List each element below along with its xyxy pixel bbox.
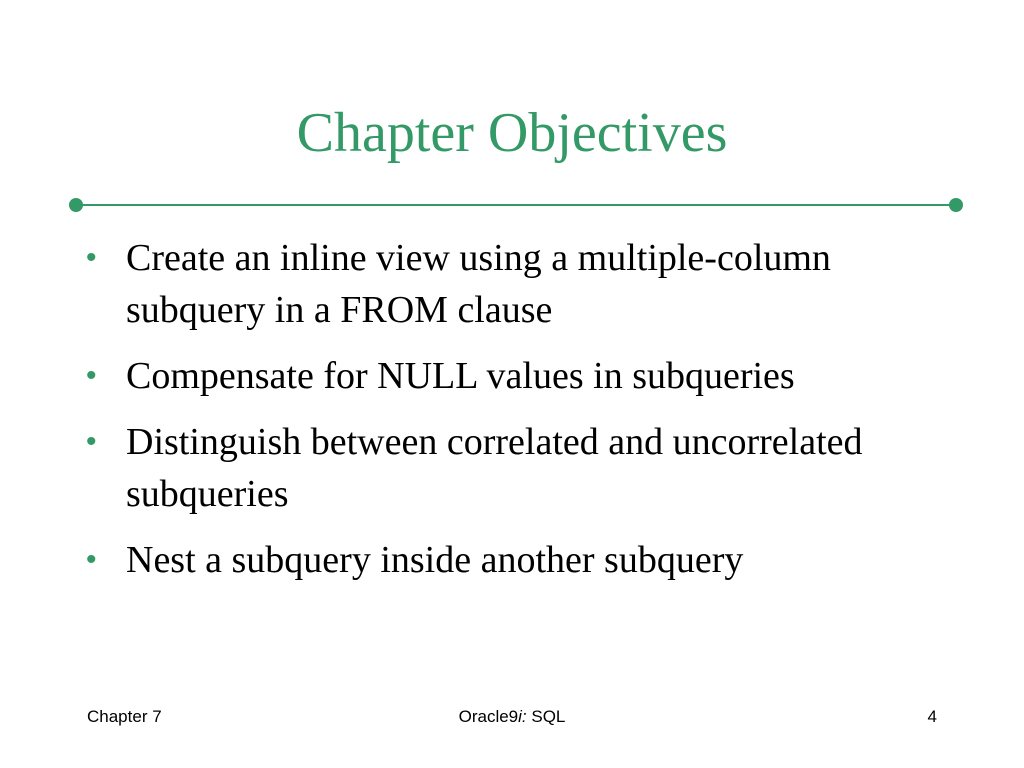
divider-right-dot xyxy=(949,198,963,212)
page-number: 4 xyxy=(927,707,937,726)
title-divider xyxy=(76,204,956,206)
bullet-icon: • xyxy=(86,543,97,576)
list-item xyxy=(86,534,966,586)
divider-left-dot xyxy=(69,198,83,212)
footer-course-prefix: Oracle9 xyxy=(458,707,519,726)
objectives-list xyxy=(86,232,966,600)
list-item-text: Compensate for NULL values in subqueries xyxy=(126,355,795,397)
list-item xyxy=(86,232,966,336)
footer-chapter: Chapter 7 xyxy=(87,707,162,726)
list-item-text: Create an inline view using a multiple-column subquery in a FROM clause xyxy=(126,237,831,331)
list-item xyxy=(86,350,966,402)
footer-course-italic: i: xyxy=(518,707,527,726)
slide-title: Chapter Objectives xyxy=(296,102,728,164)
list-item xyxy=(86,416,966,520)
bullet-icon: • xyxy=(86,425,97,458)
footer-course-suffix: SQL xyxy=(526,707,566,726)
bullet-icon: • xyxy=(86,241,97,274)
list-item-text: Nest a subquery inside another subquery xyxy=(126,539,744,581)
footer-course-title xyxy=(412,706,612,728)
list-item-text: Distinguish between correlated and uncorrelated subqueries xyxy=(126,421,863,515)
bullet-icon: • xyxy=(86,359,97,392)
